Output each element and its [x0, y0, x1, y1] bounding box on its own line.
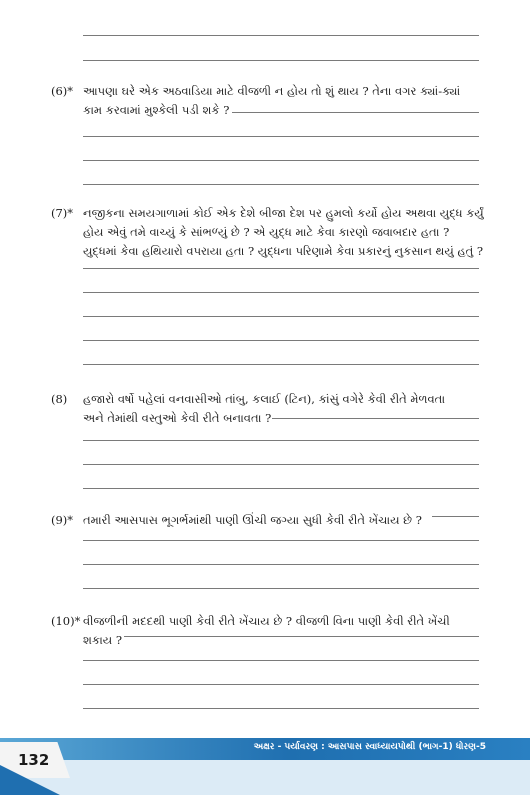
- footer-corner-accent: [0, 765, 60, 795]
- question-text: [83, 204, 483, 261]
- book-title: અક્ષર - પર્યાવરણ : આસપાસ સ્વાધ્યાયપોથી (ભાગ-1) ધોરણ-5: [253, 742, 486, 752]
- answer-line: [83, 340, 479, 341]
- page-footer: [0, 738, 530, 795]
- question-number: (10)*: [51, 614, 81, 628]
- answer-line: [83, 136, 479, 137]
- answer-line: [83, 292, 479, 293]
- question-line: અને તેમાંથી વસ્તુઓ કેવી રીતે બનાવતા ?: [83, 411, 272, 425]
- answer-line: [83, 464, 479, 465]
- question-number: (9)*: [51, 513, 74, 527]
- question-number: (7)*: [51, 206, 74, 220]
- footer-band-light: [0, 760, 530, 795]
- question-line: તમારી આસપાસ ભૂગર્ભમાંથી પાણી ઊંચી જગ્યા સુધી કેવી રીતે ખેંચાય છે ?: [83, 513, 422, 527]
- answer-line: [124, 636, 479, 637]
- answer-line: [83, 588, 479, 589]
- question-line: યુદ્ધમાં કેવા હથિયારો વપરાયા હતા ? યુદ્ધના પરિણામે કેવા પ્રકારનું નુકસાન થયું હતું ?: [83, 244, 484, 258]
- answer-line: [83, 440, 479, 441]
- answer-line: [83, 160, 479, 161]
- question-line: વીજળીની મદદથી પાણી કેવી રીતે ખેંચાય છે ? વીજળી વિના પાણી કેવી રીતે ખેંચી: [83, 614, 450, 628]
- answer-line: [83, 60, 479, 61]
- answer-line: [83, 564, 479, 565]
- question-number: (8): [51, 392, 68, 406]
- question-text: [83, 511, 443, 530]
- answer-line: [83, 540, 479, 541]
- answer-line: [83, 684, 479, 685]
- question-line: હોય એવું તમે વાચ્યું કે સાંભળ્યું છે ? એ યુદ્ધ માટે કેવા કારણો જવાબદાર હતા ?: [83, 225, 450, 239]
- answer-line: [272, 418, 479, 419]
- question-line: નજીકના સમયગાળામાં કોઈ એક દેશે બીજા દેશ પર હુમલો કર્યો હોય અથવા યુદ્ધ કર્યું: [83, 206, 484, 220]
- question-text: [83, 82, 483, 120]
- answer-line: [83, 184, 479, 185]
- answer-line: [432, 516, 479, 517]
- answer-line: [83, 35, 479, 36]
- question-text: [83, 390, 483, 428]
- question-number: (6)*: [51, 84, 74, 98]
- question-line: કામ કરવામાં મુશ્કેલી પડી શકે ?: [83, 103, 230, 117]
- question-line: શકાય ?: [83, 633, 123, 647]
- answer-line: [83, 316, 479, 317]
- answer-line: [83, 708, 479, 709]
- answer-line: [83, 660, 479, 661]
- question-text: [83, 612, 483, 650]
- answer-line: [83, 488, 479, 489]
- page-number: 132: [18, 751, 50, 769]
- question-line: હજારો વર્ષો પહેલાં વનવાસીઓ તાંબુ, કલાઈ (ટિન), કાંસું વગેરે કેવી રીતે મેળવતા: [83, 392, 446, 406]
- answer-line: [83, 364, 479, 365]
- answer-line: [83, 268, 479, 269]
- answer-line: [232, 112, 479, 113]
- question-line: આપણા ઘરે એક અઠવાડિયા માટે વીજળી ન હોય તો શું થાય ? તેના વગર ક્યાં-ક્યાં: [83, 84, 461, 98]
